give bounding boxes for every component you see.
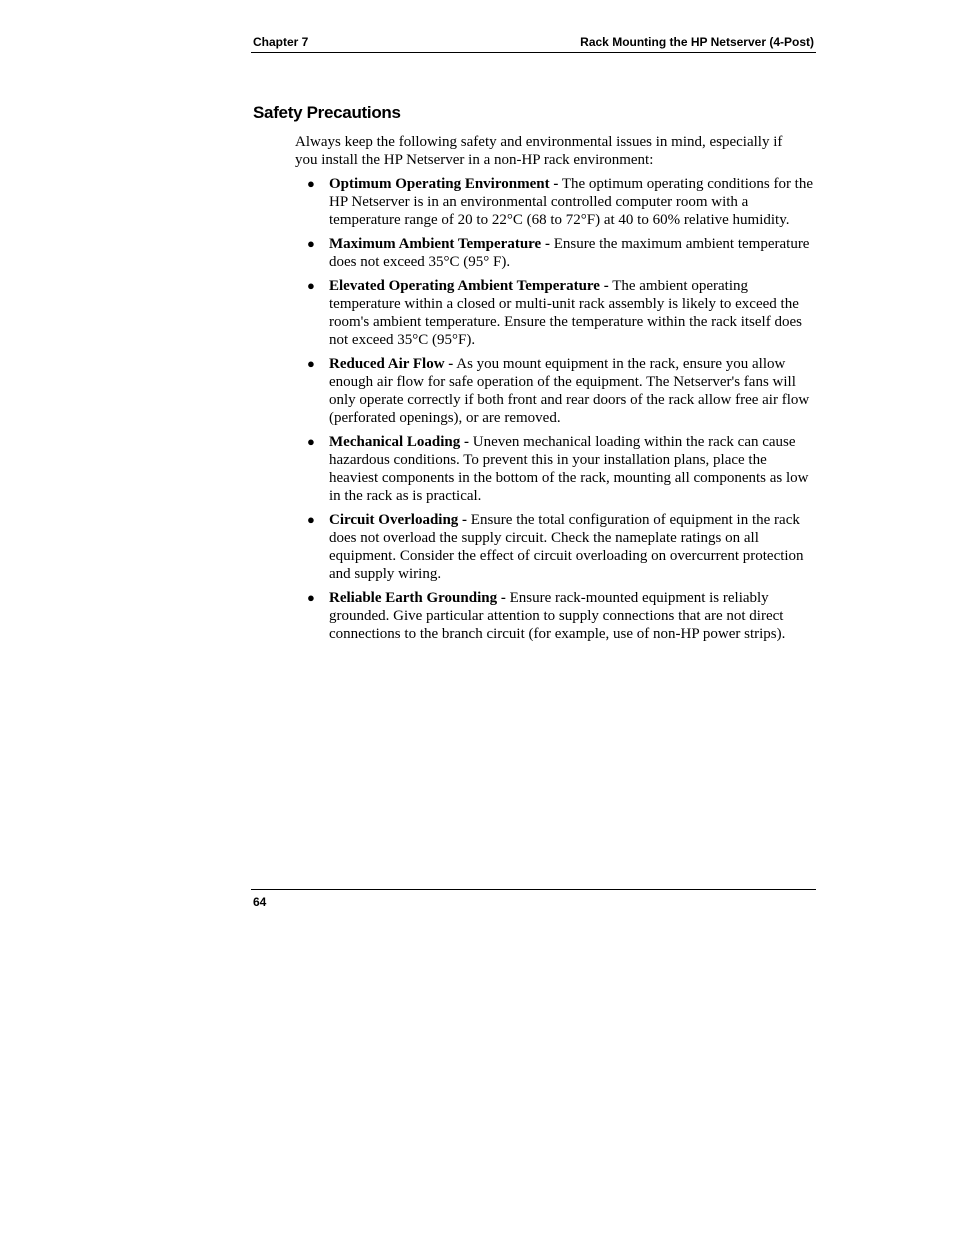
bullet-icon: ●	[307, 356, 315, 371]
page-header	[251, 34, 816, 53]
chapter-label: Chapter 7	[253, 35, 309, 49]
list-item-term: Elevated Operating Ambient Temperature -	[329, 278, 609, 294]
list-item-term: Reduced Air Flow -	[329, 356, 454, 372]
list-item	[295, 277, 815, 349]
precautions-list	[295, 175, 815, 643]
list-item	[295, 175, 815, 229]
list-item	[295, 589, 815, 643]
section-body	[295, 133, 815, 649]
list-item-text: Ensure the maximum ambient temperature does not exceed 35°C (95° F).	[329, 236, 810, 270]
list-item-text: As you mount equipment in the rack, ensure you allow enough air flow for safe operation of the equipment. The Netserver's fans will only operate correctly if both front and rear doors of the rack allow free air flow (perforated openings), or are removed.	[329, 356, 810, 426]
bullet-icon: ●	[307, 434, 315, 449]
bullet-icon: ●	[307, 176, 315, 191]
list-item-term: Mechanical Loading -	[329, 434, 470, 450]
list-item-text: Uneven mechanical loading within the rack can cause hazardous conditions. To prevent this in your installation plans, place the heaviest components in the bottom of the rack, mounting all components as low in the rack as is practical.	[329, 434, 809, 504]
list-item-term: Optimum Operating Environment -	[329, 176, 559, 192]
running-title: Rack Mounting the HP Netserver (4-Post)	[580, 35, 814, 49]
intro-paragraph: Always keep the following safety and environmental issues in mind, especially if you install the HP Netserver in a non-HP rack environment:	[295, 134, 783, 168]
bullet-icon: ●	[307, 236, 315, 251]
list-item-text: The optimum operating conditions for the HP Netserver is in an environmental controlled computer room with a temperature range of 20 to 22°C (68 to 72°F) at 40 to 60% relative humidity.	[329, 176, 814, 228]
bullet-icon: ●	[307, 590, 315, 605]
bullet-icon: ●	[307, 512, 315, 527]
list-item	[295, 235, 815, 271]
page-footer	[251, 889, 816, 909]
bullet-icon: ●	[307, 278, 315, 293]
section-title: Safety Precautions	[253, 103, 401, 122]
list-item-term: Circuit Overloading -	[329, 512, 468, 528]
page-number: 64	[253, 895, 267, 909]
list-item	[295, 355, 815, 427]
list-item	[295, 433, 815, 505]
list-item-text: The ambient operating temperature within a closed or multi-unit rack assembly is likely to exceed the room's ambient temperature. Ensure the temperature within the rack itself does not exceed 35°C (95°F).	[329, 278, 802, 348]
list-item-term: Maximum Ambient Temperature -	[329, 236, 550, 252]
list-item	[295, 511, 815, 583]
list-item-text: Ensure rack-mounted equipment is reliably grounded. Give particular attention to supply connections that are not direct connections to the branch circuit (for example, use of non-HP power strips).	[329, 590, 786, 642]
list-item-term: Reliable Earth Grounding -	[329, 590, 506, 606]
list-item-text: Ensure the total configuration of equipment in the rack does not overload the supply circuit. Check the nameplate ratings on all equipment. Consider the effect of circuit overloading on overcurrent protection and supply wiring.	[329, 512, 804, 582]
